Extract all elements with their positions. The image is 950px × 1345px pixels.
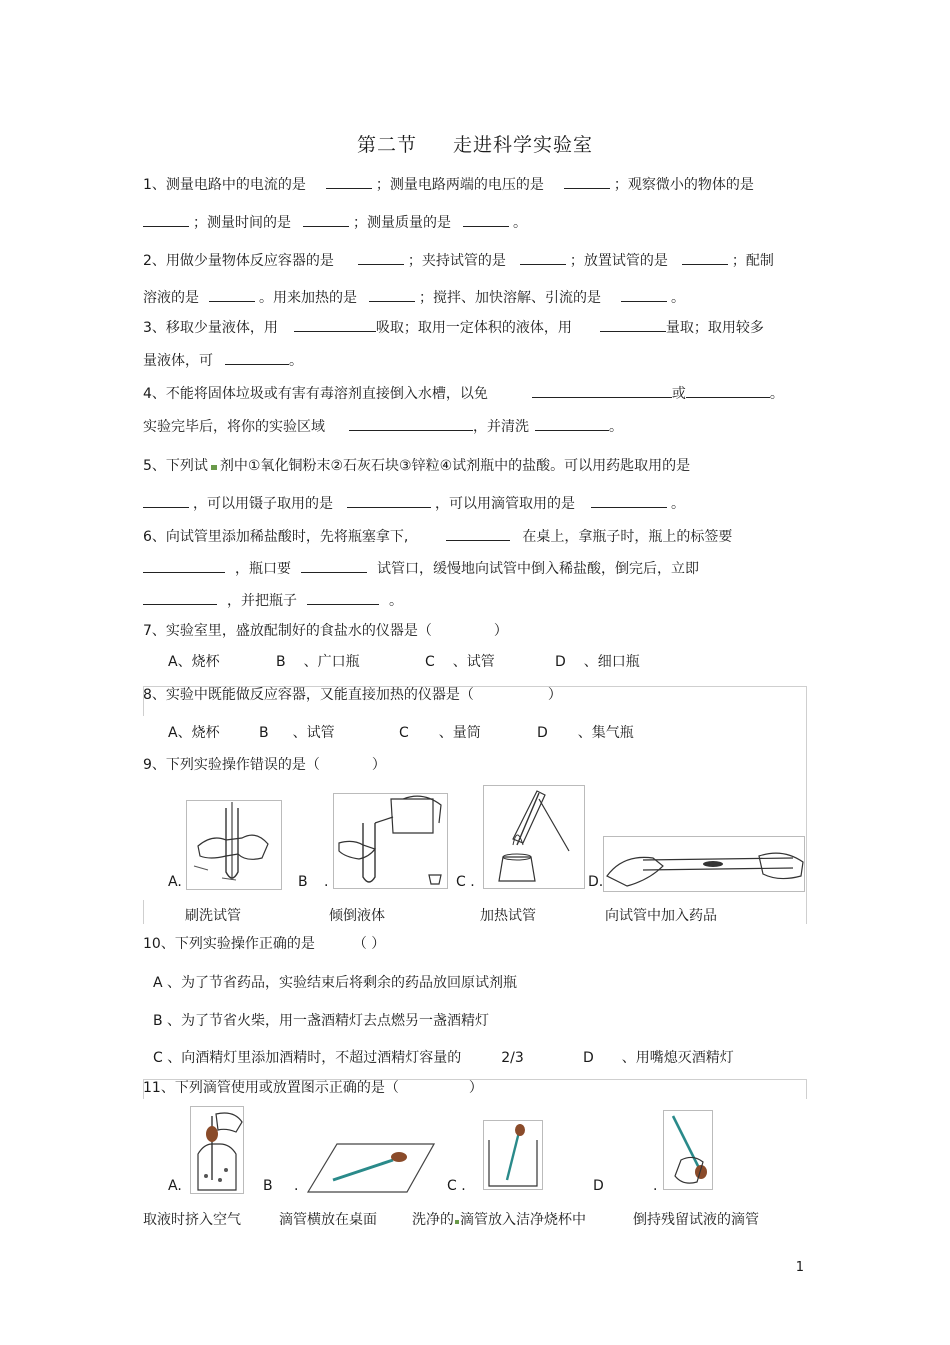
q9-label-a: A. xyxy=(168,874,182,890)
q9-image-d[interactable] xyxy=(603,836,805,892)
title-text: 走进科学实验室 xyxy=(453,134,594,156)
q11-image-d[interactable] xyxy=(663,1110,713,1190)
q8-option-a[interactable]: A、烧杯 xyxy=(168,725,220,741)
q9-label-b: B xyxy=(298,874,308,890)
blank[interactable] xyxy=(143,213,189,227)
frame-line xyxy=(806,686,807,924)
q10-stem: 10、下列实验操作正确的是 （ ） xyxy=(143,936,386,952)
page-title xyxy=(0,130,950,157)
title-section: 第二节 xyxy=(356,134,417,156)
q3-line2: 量液体，可 。 xyxy=(143,353,303,369)
blank[interactable] xyxy=(307,591,379,605)
blank[interactable] xyxy=(532,384,672,398)
blank[interactable] xyxy=(591,494,667,508)
blank[interactable] xyxy=(682,251,728,265)
q11-image-b[interactable] xyxy=(307,1142,435,1194)
q4-line2: 实验完毕后，将你的实验区域 ，并清洗 。 xyxy=(143,419,623,435)
q9-caption-c: 加热试管 xyxy=(480,908,536,924)
q2-line2: 溶液的是 。用来加热的是 ；搅拌、加快溶解、引流的是 。 xyxy=(143,290,685,306)
q7-option-c[interactable]: C 、试管 xyxy=(425,654,495,670)
q8-option-b[interactable]: B 、试管 xyxy=(259,725,335,741)
blank[interactable] xyxy=(143,494,189,508)
q7-stem: 7、实验室里，盛放配制好的食盐水的仪器是（ ） xyxy=(143,623,508,639)
q9-label-c: C . xyxy=(456,874,475,890)
blank[interactable] xyxy=(446,527,510,541)
q5-line1: 5、下列试 剂中①氧化铜粉末②石灰石块③锌粒④试剂瓶中的盐酸。可以用药匙取用的是 xyxy=(143,458,691,474)
q1-line1: 1、测量电路中的电流的是 ；测量电路两端的电压的是 ；观察微小的物体的是 xyxy=(143,177,754,193)
q9-label-d: D. xyxy=(588,874,604,890)
q11-label-a: A. xyxy=(168,1178,182,1194)
blank[interactable] xyxy=(143,559,225,573)
frame-line xyxy=(806,1079,807,1099)
q3-line1: 3、移取少量液体，用 吸取；取用一定体积的液体，用 量取；取用较多 xyxy=(143,320,764,336)
q4-line1: 4、不能将固体垃圾或有害有毒溶剂直接倒入水槽，以免 或 。 xyxy=(143,386,784,402)
q8-option-d[interactable]: D 、集气瓶 xyxy=(537,725,634,741)
q11-label-b-dot: . xyxy=(294,1178,299,1194)
q9-image-c[interactable] xyxy=(483,785,585,889)
q9-caption-a: 刷洗试管 xyxy=(185,908,241,924)
q10-option-b[interactable]: B 、为了节省火柴，用一盏酒精灯去点燃另一盏酒精灯 xyxy=(153,1013,490,1029)
blank[interactable] xyxy=(303,213,349,227)
q2-line1: 2、用做少量物体反应容器的是 ；夹持试管的是 ；放置试管的是 ；配制 xyxy=(143,253,774,269)
q9-stem: 9、下列实验操作错误的是（ ） xyxy=(143,757,386,773)
q8-option-c[interactable]: C 、量筒 xyxy=(399,725,481,741)
blank[interactable] xyxy=(686,384,770,398)
q11-label-b: B xyxy=(263,1178,273,1194)
frame-line xyxy=(143,900,144,924)
q6-line2: ，瓶口要 试管口，缓慢地向试管中倒入稀盐酸，倒完后，立即 xyxy=(143,559,699,578)
blank[interactable] xyxy=(225,351,289,365)
blank[interactable] xyxy=(294,318,376,332)
q11-image-a[interactable] xyxy=(190,1106,244,1194)
blank[interactable] xyxy=(621,288,667,302)
q7-option-a[interactable]: A、烧杯 xyxy=(168,654,220,670)
blank[interactable] xyxy=(358,251,404,265)
q6-line3: ，并把瓶子 。 xyxy=(143,591,403,610)
q9-caption-b: 倾倒液体 xyxy=(329,908,385,924)
q11-caption-d: 倒持残留试液的滴管 xyxy=(633,1212,759,1228)
blank[interactable] xyxy=(326,175,372,189)
q7-option-d[interactable]: D 、细口瓶 xyxy=(555,654,640,670)
q5-line2: ，可以用镊子取用的是 ，可以用滴管取用的是 。 xyxy=(143,494,685,513)
q6-line1: 6、向试管里添加稀盐酸时，先将瓶塞拿下, 在桌上，拿瓶子时，瓶上的标签要 xyxy=(143,529,733,545)
blank[interactable] xyxy=(564,175,610,189)
blank[interactable] xyxy=(301,559,367,573)
q10-option-c[interactable]: C 、向酒精灯里添加酒精时，不超过酒精灯容量的 2/3 xyxy=(153,1050,524,1066)
q8-stem: 8、实验中既能做反应容器，又能直接加热的仪器是（ ） xyxy=(143,687,562,703)
blank[interactable] xyxy=(143,591,217,605)
blank[interactable] xyxy=(349,417,473,431)
page-number: 1 xyxy=(795,1260,804,1275)
q9-image-a[interactable] xyxy=(186,800,282,890)
blank[interactable] xyxy=(369,288,415,302)
q1-line2: ；测量时间的是 ；测量质量的是 。 xyxy=(143,213,527,232)
q11-caption-b: 滴管横放在桌面 xyxy=(279,1212,377,1228)
blank[interactable] xyxy=(347,494,431,508)
blank[interactable] xyxy=(535,417,609,431)
q11-label-c: C . xyxy=(447,1178,466,1194)
q10-option-a[interactable]: A 、为了节省药品，实验结束后将剩余的药品放回原试剂瓶 xyxy=(153,975,518,991)
blank[interactable] xyxy=(209,288,255,302)
q11-stem: 11、下列滴管使用或放置图示正确的是（ ） xyxy=(143,1080,483,1096)
q9-label-b-dot: . xyxy=(324,874,329,890)
q7-option-b[interactable]: B 、广口瓶 xyxy=(276,654,360,670)
q11-label-d-dot: . xyxy=(653,1178,658,1194)
q11-caption-a: 取液时挤入空气 xyxy=(143,1212,241,1228)
q11-label-d: D xyxy=(593,1178,604,1194)
q10-option-d[interactable]: D 、用嘴熄灭酒精灯 xyxy=(583,1050,734,1066)
blank[interactable] xyxy=(600,318,666,332)
blank[interactable] xyxy=(463,213,509,227)
q9-caption-d: 向试管中加入药品 xyxy=(605,908,717,924)
q11-caption-c: 洗净的 滴管放入洁净烧杯中 xyxy=(412,1212,586,1228)
q9-image-b-stopper xyxy=(427,873,443,885)
q11-image-c[interactable] xyxy=(483,1120,543,1190)
blank[interactable] xyxy=(520,251,566,265)
